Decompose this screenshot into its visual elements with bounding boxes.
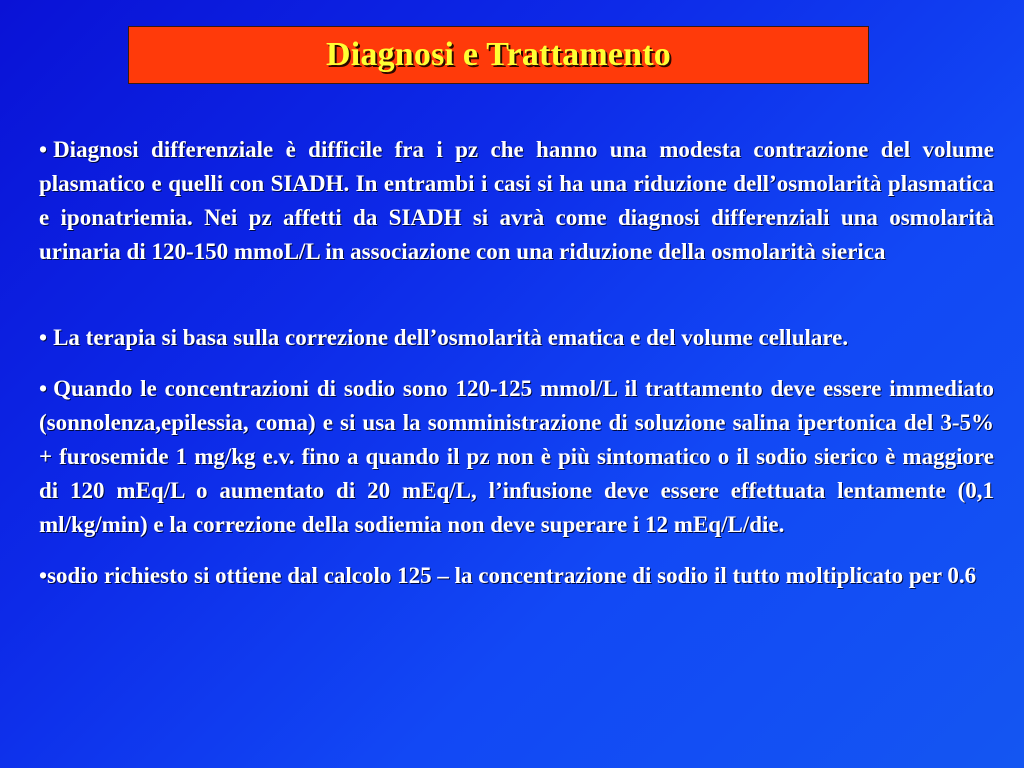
bullet-paragraph-4 — [39, 559, 994, 593]
bullet-paragraph-2 — [39, 321, 994, 355]
slide-title: Diagnosi e Trattamento — [326, 36, 671, 73]
bullet-text-2: La terapia si basa sulla correzione dell’osmolarità ematica e del volume cellulare. — [53, 325, 849, 350]
bullet-text-3: Quando le concentrazioni di sodio sono 120-125 mmol/L il trattamento deve essere immediato (sonnolenza,epilessia, coma) e si usa la somministrazione di soluzione salina ipertonica del 3-5% + furosemide 1 mg/kg e.v. fino a quando il pz non è più sintomatico o il sodio sierico è maggiore di 120 mEq/L o aumentato di 20 mEq/L, l’infusione deve essere effettuata lentamente (0,1 ml/kg/min) e la correzione della sodiemia non deve superare i 12 mEq/L/die. — [39, 376, 994, 537]
bullet-icon: • — [39, 137, 48, 162]
bullet-paragraph-3 — [39, 372, 994, 542]
title-box — [128, 26, 869, 84]
bullet-icon: • — [39, 376, 48, 401]
bullet-icon: • — [39, 563, 48, 588]
bullet-paragraph-1 — [39, 133, 994, 269]
bullet-text-4: sodio richiesto si ottiene dal calcolo 125 – la concentrazione di sodio il tutto moltiplicato per 0.6 — [47, 563, 977, 588]
bullet-icon: • — [39, 325, 48, 350]
slide-body — [39, 133, 994, 593]
bullet-text-1: Diagnosi differenziale è difficile fra i pz che hanno una modesta contrazione del volume plasmatico e quelli con SIADH. In entrambi i casi si ha una riduzione dell’osmolarità plasmatica e iponatriemia. Nei pz affetti da SIADH si avrà come diagnosi differenziali una osmolarità urinaria di 120-150 mmoL/L in associazione con una riduzione della osmolarità sierica — [39, 137, 994, 264]
